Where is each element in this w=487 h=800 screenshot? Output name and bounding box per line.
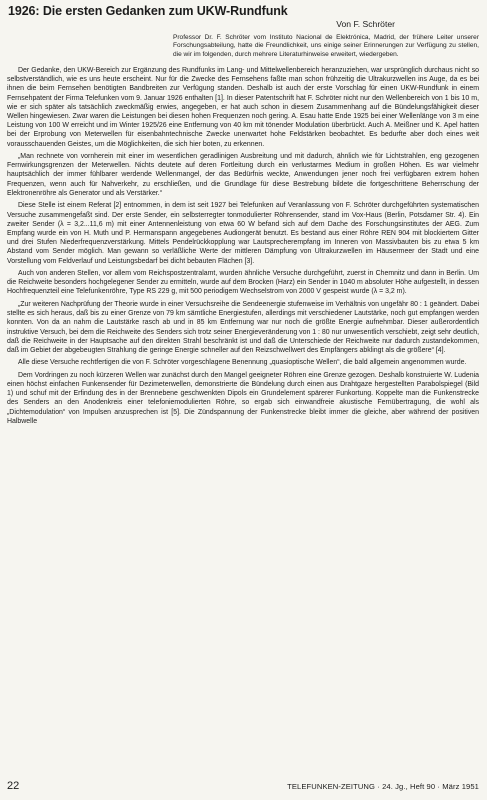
editorial-intro: Professor Dr. F. Schröter vom Instituto Nacional de Elektrónica, Madrid, der frühere Leiter unserer Forschungsabteilung, hatte die Freundlichkeit, uns einige seiner Erinnerungen zur Verfügung zu stellen, die wir im folgenden, durch mehrere Literaturhinweise erweitert, wiedergeben. (173, 34, 479, 58)
paragraph-7: Dem Vordringen zu noch kürzeren Wellen war zunächst durch den Mangel geeigneter Röhren eine Grenze gezogen. Deshalb konstruierte W. Ludenia einen höchst einfachen Funkensender für Dezimeterwellen, demonstrierte die Bündelung durch einen aus Drahtgaze hergestellten Parabolspiegel (Bild 1) und schuf mit der Erfindung des in der Brennebene geschwenkten Dipols ein Grundelement spärerer Funkortung. Koppelte man die Funkenstrecke des Senders an den Anodenkreis einer telefoniemodulierten Röhre, so ergab sich einwandfreie akustische Fernübertragung, die wohl als „Dichtemodulation“ von Impulsen anzusprechen ist [5]. Die Zündspannung der Funkenstrecke bleibt immer die gleiche, aber während der positiven Halbwelle (7, 371, 479, 425)
paragraph-1: Der Gedanke, den UKW-Bereich zur Ergänzung des Rundfunks im Lang- und Mittelwellenbereich heranzuziehen, war ursprünglich durchaus nicht so selbstverständlich, wie es uns heute erscheint. Nur für die Zwecke des Fernsehens faßte man schon frühzeitig die Ultrakurzwellen ins Auge, da es bei ihnen die beim Fernsehen benötigten Bandbreiten zur Verfügung standen. Deshalb ist auch der erste Vorschlag für einen UKW-Rundfunk in einem Fernsehpatent der Firma Telefunken vom 9. Januar 1926 enthalten [1]. In dieser Patentschrift hat F. Schröter nicht nur den Wellenbereich von 1 bis 10 m, wie er sich später als tatsächlich zweckmäßig erwies, angegeben, er hat auch schon in diesem Zusammenhang auf die Bündelungsfähigkeit dieser Wellen hingewiesen. Zwar waren die Leistungen bei diesen hohen Frequenzen noch gering. A. Esau hatte Ende 1925 bei einer Wellenlänge von 3 m eine Leistung von 100 W erreicht und im Winter 1925/26 eine Entfernung von 40 km mit tönender Modulation überbrückt. Auch A. Meißner und K. Apel hatten bei der Erprobung von Meterwellen für eisenbahntechnische Zwecke unerwartet hohe Feldstärken beobachtet. Es bedurfte aber doch eines weit vorausschauenden Geistes, um die Möglichkeiten, die sich hier boten, zu erkennen. (7, 66, 479, 148)
paragraph-2: „Man rechnete von vornherein mit einer im wesentlichen geradlinigen Ausbreitung und mit dadurch, ähnlich wie für Lichtstrahlen, eng gezogenen Fernwirkungsgrenzen der Meterwellen. Nichts deutete auf deren Fortleitung durch ein verlustarmes Medium in großen Höhen. Es war vielmehr hauptsächlich der immer fühlbarer werdende Wellenmangel, der das Bedürfnis weckte, Anwendungen jener noch frei verfügbaren extrem hohen Frequenzen, wenn auch für Nahverkehr, zu erschließen, und die Grundlage für diese Bestrebung bildete die fortgeschrittene Beherrschung der Elektronenröhre als Generator und als Verstärker.“ (7, 153, 479, 197)
paragraph-5: „Zur weiteren Nachprüfung der Theorie wurde in einer Versuchsreihe die Sendeenergie stufenweise im Verhältnis von ungefähr 80 : 1 geändert. Dabei stellte es sich heraus, daß bis zu einer Grenze von 79 km sämtliche Energiestufen, allerdings mit verschiedener Lautstärke, noch gut empfangen werden konnten. Von da an nahm die Lautstärke rasch ab und in 85 km Entfernung war nur noch die größte Energie aufnehmbar. Dieser außerordentlich instruktive Versuch, bei dem die Reichweite des Senders sich trotz seiner Energieveränderung von 1 : 80 nur unwesentlich verschiebt, zeigt sehr deutlich, daß die Reichweite in der Hauptsache auf den direkten Strahl beschränkt ist und daß die Unterschiede der Reichweite nur dadurch zustandekommen, daß im Gebiet der abgebeugten Strahlung die geringe Energie schneller auf den Reizschwellwert des Empfängers abklingt als die größere“ [4]. (7, 300, 479, 354)
paragraph-6: Alle diese Versuche rechtfertigen die von F. Schröter vorgeschlagene Benennung „quasioptische Wellen“, die bald allgemein angenommen wurde. (18, 359, 467, 367)
page-footer (7, 780, 479, 792)
paragraph-3: Diese Stelle ist einem Referat [2] entnommen, in dem ist seit 1927 bei Telefunken auf Veranlassung von F. Schröter durchgeführten systematischen Versuche zusammengefaßt sind. Der erste Sender, ein selbsterregter tonmodulierter Röhrensender, stand im Vox-Haus (Berlin, Potsdamer Str. 4). Ein zweiter Sender (λ = 3,2...11,6 m) mit einer Antennenleistung von etwa 60 W befand sich auf dem Dache des Forschungsinstitutes der AEG. Zum Empfang wurde ein von H. Muth und P. Hermanspann angegebenes Audiongerät benutzt. Es bestand aus einer Röhre REN 904 mit blockiertem Gitter und drei Stufen Niederfrequenzverstärkung. Mittels Pendelrückkopplung war Lautsprecherempfang im Inneren von Massivbauten bis zu etwa 5 km Abstand vom Sender möglich. Man gewann so verläßliche Werte der mittleren Dämpfung von Ultrakurzwellen im Häusermeer der Stadt und eine Vorstellung vom Feldverlauf und Leistungsbedarf bei dicht bebauten Flächen [3]. (7, 202, 479, 265)
paragraph-4: Auch von anderen Stellen, vor allem vom Reichspostzentralamt, wurden ähnliche Versuche durchgeführt, zuerst in Chemnitz und dann in Berlin. Um die Reichweite besonders hochgelegener Sender zu ermitteln, wurde auf dem Brocken (Harz) ein Sender in 1040 m absoluter Höhe aufgestellt, in dessen Hochfrequenzteil eine Telefunkenröhre, Type RS 229 g, mit 500 periodigem Wechselstrom von 2000 V gespeist wurde (λ = 3,2 m). (7, 270, 479, 296)
article-title: 1926: Die ersten Gedanken zum UKW-Rundfunk (8, 4, 288, 18)
journal-citation: TELEFUNKEN-ZEITUNG · 24. Jg., Heft 90 · März 1951 (287, 782, 479, 791)
article (7, 4, 479, 429)
page-number: 22 (7, 780, 20, 792)
article-author: Von F. Schröter (336, 19, 395, 29)
article-body (7, 66, 479, 426)
